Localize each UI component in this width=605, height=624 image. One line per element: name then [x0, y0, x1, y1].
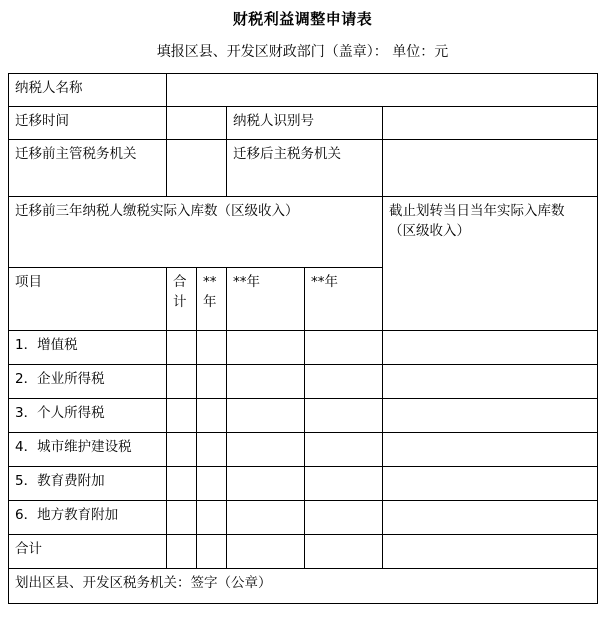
move-time-label: 迁移时间: [9, 107, 167, 140]
table-row: [9, 433, 598, 467]
after-authority-value[interactable]: [383, 140, 598, 197]
row-total[interactable]: [167, 433, 197, 467]
table-row: [9, 399, 598, 433]
row-year3[interactable]: [305, 501, 383, 535]
before-authority-value[interactable]: [167, 140, 227, 197]
three-year-section-label: 迁移前三年纳税人缴税实际入库数（区级收入）: [9, 197, 383, 268]
row-cutoff[interactable]: [383, 365, 598, 399]
row-year3[interactable]: [305, 433, 383, 467]
row-total[interactable]: [167, 365, 197, 399]
row-cutoff[interactable]: [383, 331, 598, 365]
row-cutoff[interactable]: [383, 535, 598, 569]
table-row: [9, 331, 598, 365]
row-year1[interactable]: [197, 535, 227, 569]
row-label: 6．地方教育附加: [9, 501, 167, 535]
cutoff-section-label: 截止划转当日当年实际入库数（区级收入）: [383, 197, 598, 331]
table-row: [9, 501, 598, 535]
row-total[interactable]: [167, 501, 197, 535]
year3-column-header: **年: [305, 268, 383, 331]
year1-column-header: **年: [197, 268, 227, 331]
row-year2[interactable]: [227, 399, 305, 433]
row-cutoff[interactable]: [383, 467, 598, 501]
row-label: 合计: [9, 535, 167, 569]
after-authority-label: 迁移后主税务机关: [227, 140, 383, 197]
row-year2[interactable]: [227, 501, 305, 535]
row-year3[interactable]: [305, 535, 383, 569]
signature-label: 划出区县、开发区税务机关：签字（公章）: [9, 569, 598, 604]
before-authority-label: 迁移前主管税务机关: [9, 140, 167, 197]
row-year1[interactable]: [197, 331, 227, 365]
row-label: 2．企业所得税: [9, 365, 167, 399]
taxpayer-id-label: 纳税人识别号: [227, 107, 383, 140]
row-total[interactable]: [167, 331, 197, 365]
row-year2[interactable]: [227, 331, 305, 365]
year2-column-header: **年: [227, 268, 305, 331]
row-label: 5．教育费附加: [9, 467, 167, 501]
row-year1[interactable]: [197, 433, 227, 467]
page-subtitle: 填报区县、开发区财政部门（盖章）： 单位：元: [156, 44, 449, 60]
row-year3[interactable]: [305, 399, 383, 433]
move-time-value[interactable]: [167, 107, 227, 140]
row-total[interactable]: [167, 467, 197, 501]
row-cutoff[interactable]: [383, 501, 598, 535]
row-total[interactable]: [167, 535, 197, 569]
row-year1[interactable]: [197, 467, 227, 501]
row-year1[interactable]: [197, 365, 227, 399]
row-label: 4．城市维护建设税: [9, 433, 167, 467]
row-total[interactable]: [167, 399, 197, 433]
row-year3[interactable]: [305, 365, 383, 399]
row-year1[interactable]: [197, 399, 227, 433]
row-year2[interactable]: [227, 433, 305, 467]
total-column-header: 合计: [167, 268, 197, 331]
table-row: [9, 467, 598, 501]
row-year2[interactable]: [227, 467, 305, 501]
taxpayer-id-value[interactable]: [383, 107, 598, 140]
tax-adjustment-form: [8, 73, 598, 604]
table-row: [9, 365, 598, 399]
row-cutoff[interactable]: [383, 433, 598, 467]
row-label: 3．个人所得税: [9, 399, 167, 433]
taxpayer-name-value[interactable]: [167, 74, 598, 107]
project-column-header: 项目: [9, 268, 167, 331]
table-row-authorities: [9, 140, 598, 197]
row-label: 1．增值税: [9, 331, 167, 365]
table-row-move-time: [9, 107, 598, 140]
row-year1[interactable]: [197, 501, 227, 535]
table-row-total: [9, 535, 598, 569]
row-year2[interactable]: [227, 365, 305, 399]
table-row-taxpayer-name: [9, 74, 598, 107]
taxpayer-name-label: 纳税人名称: [9, 74, 167, 107]
row-year2[interactable]: [227, 535, 305, 569]
page-title: 财税利益调整申请表: [232, 10, 373, 28]
row-year3[interactable]: [305, 331, 383, 365]
row-year3[interactable]: [305, 467, 383, 501]
row-cutoff[interactable]: [383, 399, 598, 433]
table-row-signature: [9, 569, 598, 604]
table-row-section-headers: [9, 197, 598, 268]
